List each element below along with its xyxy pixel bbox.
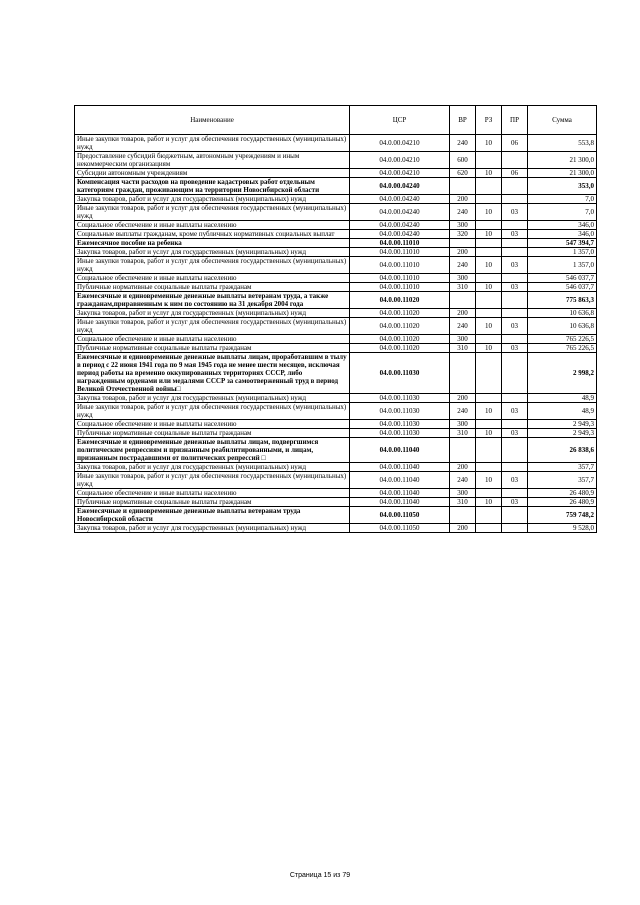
row-pr-cell — [502, 507, 528, 524]
row-vr-cell: 240 — [450, 403, 476, 420]
row-pr-cell: 03 — [502, 257, 528, 274]
row-csr-cell: 04.0.00.04210 — [350, 135, 450, 152]
row-vr-cell: 200 — [450, 248, 476, 257]
row-pr-cell — [502, 195, 528, 204]
row-name-cell: Публичные нормативные социальные выплаты гражданам — [75, 498, 350, 507]
header-pr: ПР — [502, 106, 528, 135]
row-pr-cell — [502, 274, 528, 283]
row-rz-cell: 10 — [476, 318, 502, 335]
row-name-cell: Компенсация части расходов на проведение кадастровых работ отдельным категориям граждан, проживающим на территории Новосибирской области — [75, 178, 350, 195]
table-row — [75, 438, 597, 463]
row-rz-cell: 10 — [476, 344, 502, 353]
row-csr-cell: 04.0.00.04210 — [350, 152, 450, 169]
row-rz-cell — [476, 438, 502, 463]
row-sum-cell: 546 037,7 — [528, 283, 597, 292]
row-pr-cell — [502, 239, 528, 248]
row-vr-cell — [450, 178, 476, 195]
table-header-row — [75, 106, 597, 135]
row-vr-cell: 200 — [450, 463, 476, 472]
table-row — [75, 309, 597, 318]
table-row — [75, 169, 597, 178]
row-csr-cell: 04.0.00.11040 — [350, 498, 450, 507]
row-csr-cell: 04.0.00.11010 — [350, 257, 450, 274]
row-sum-cell: 357,7 — [528, 472, 597, 489]
row-sum-cell: 7,0 — [528, 204, 597, 221]
row-pr-cell — [502, 524, 528, 533]
row-sum-cell: 357,7 — [528, 463, 597, 472]
row-name-cell: Ежемесячные и единовременные денежные выплаты лицам, подвергшимся политическим репрессиям и признанным реабилитированными, и лицам, признанным пострадавшими от политических репрессий □ — [75, 438, 350, 463]
row-name-cell: Публичные нормативные социальные выплаты гражданам — [75, 429, 350, 438]
row-rz-cell — [476, 178, 502, 195]
row-pr-cell — [502, 394, 528, 403]
table-row — [75, 230, 597, 239]
row-rz-cell — [476, 309, 502, 318]
row-csr-cell: 04.0.00.11040 — [350, 489, 450, 498]
row-sum-cell: 553,8 — [528, 135, 597, 152]
row-rz-cell: 10 — [476, 429, 502, 438]
row-vr-cell: 240 — [450, 257, 476, 274]
row-name-cell: Публичные нормативные социальные выплаты гражданам — [75, 283, 350, 292]
row-vr-cell: 300 — [450, 489, 476, 498]
row-name-cell: Публичные нормативные социальные выплаты гражданам — [75, 344, 350, 353]
row-name-cell: Иные закупки товаров, работ и услуг для обеспечения государственных (муниципальных) нужд — [75, 318, 350, 335]
row-vr-cell — [450, 438, 476, 463]
row-vr-cell: 300 — [450, 335, 476, 344]
row-csr-cell: 04.0.00.04240 — [350, 230, 450, 239]
row-rz-cell: 10 — [476, 403, 502, 420]
row-name-cell: Иные закупки товаров, работ и услуг для обеспечения государственных (муниципальных) нужд — [75, 204, 350, 221]
row-csr-cell: 04.0.00.04210 — [350, 169, 450, 178]
row-sum-cell: 546 037,7 — [528, 274, 597, 283]
header-rz: РЗ — [476, 106, 502, 135]
row-vr-cell: 200 — [450, 394, 476, 403]
row-csr-cell: 04.0.00.11010 — [350, 248, 450, 257]
row-vr-cell: 310 — [450, 429, 476, 438]
row-csr-cell: 04.0.00.11030 — [350, 394, 450, 403]
header-name: Наименование — [75, 106, 350, 135]
row-sum-cell: 48,9 — [528, 394, 597, 403]
row-csr-cell: 04.0.00.11020 — [350, 318, 450, 335]
row-pr-cell: 03 — [502, 204, 528, 221]
row-csr-cell: 04.0.00.11020 — [350, 344, 450, 353]
table-row — [75, 239, 597, 248]
row-vr-cell — [450, 239, 476, 248]
table-row — [75, 403, 597, 420]
row-rz-cell: 10 — [476, 498, 502, 507]
row-csr-cell: 04.0.00.04240 — [350, 178, 450, 195]
row-rz-cell: 10 — [476, 135, 502, 152]
table-row — [75, 274, 597, 283]
table-row — [75, 283, 597, 292]
row-sum-cell: 2 949,3 — [528, 420, 597, 429]
header-sum: Сумма — [528, 106, 597, 135]
row-csr-cell: 04.0.00.11040 — [350, 463, 450, 472]
row-name-cell: Социальное обеспечение и иные выплаты населению — [75, 335, 350, 344]
row-pr-cell: 03 — [502, 283, 528, 292]
row-vr-cell — [450, 292, 476, 309]
row-rz-cell — [476, 524, 502, 533]
row-rz-cell: 10 — [476, 169, 502, 178]
row-name-cell: Иные закупки товаров, работ и услуг для обеспечения государственных (муниципальных) нужд — [75, 472, 350, 489]
row-csr-cell: 04.0.00.04240 — [350, 195, 450, 204]
row-sum-cell: 775 863,3 — [528, 292, 597, 309]
row-vr-cell: 320 — [450, 230, 476, 239]
row-csr-cell: 04.0.00.11010 — [350, 239, 450, 248]
row-rz-cell — [476, 248, 502, 257]
row-pr-cell — [502, 248, 528, 257]
row-sum-cell: 1 357,0 — [528, 257, 597, 274]
row-vr-cell: 200 — [450, 195, 476, 204]
row-name-cell: Ежемесячное пособие на ребенка — [75, 239, 350, 248]
row-rz-cell — [476, 420, 502, 429]
row-vr-cell: 240 — [450, 472, 476, 489]
row-sum-cell: 9 528,0 — [528, 524, 597, 533]
row-name-cell: Социальное обеспечение и иные выплаты населению — [75, 221, 350, 230]
row-sum-cell: 26 480,9 — [528, 498, 597, 507]
row-name-cell: Ежемесячные и единовременные денежные выплаты ветеранам труда Новосибирской области — [75, 507, 350, 524]
row-vr-cell: 240 — [450, 318, 476, 335]
row-sum-cell: 10 636,8 — [528, 309, 597, 318]
row-name-cell: Закупка товаров, работ и услуг для государственных (муниципальных) нужд — [75, 524, 350, 533]
row-vr-cell: 300 — [450, 221, 476, 230]
row-sum-cell: 7,0 — [528, 195, 597, 204]
row-rz-cell — [476, 274, 502, 283]
row-vr-cell: 300 — [450, 274, 476, 283]
row-pr-cell — [502, 178, 528, 195]
table-row — [75, 489, 597, 498]
row-sum-cell: 21 300,0 — [528, 152, 597, 169]
table-row — [75, 498, 597, 507]
row-sum-cell: 21 300,0 — [528, 169, 597, 178]
row-name-cell: Закупка товаров, работ и услуг для государственных (муниципальных) нужд — [75, 463, 350, 472]
row-csr-cell: 04.0.00.11020 — [350, 335, 450, 344]
row-csr-cell: 04.0.00.11030 — [350, 403, 450, 420]
row-csr-cell: 04.0.00.11020 — [350, 292, 450, 309]
row-name-cell: Закупка товаров, работ и услуг для государственных (муниципальных) нужд — [75, 309, 350, 318]
row-rz-cell: 10 — [476, 257, 502, 274]
row-vr-cell: 310 — [450, 283, 476, 292]
row-csr-cell: 04.0.00.11030 — [350, 353, 450, 394]
row-rz-cell: 10 — [476, 204, 502, 221]
row-sum-cell: 26 838,6 — [528, 438, 597, 463]
page-footer: Страница 15 из 79 — [289, 872, 351, 879]
row-rz-cell — [476, 507, 502, 524]
row-rz-cell: 10 — [476, 283, 502, 292]
row-pr-cell: 03 — [502, 230, 528, 239]
row-name-cell: Субсидии автономным учреждениям — [75, 169, 350, 178]
row-sum-cell: 346,0 — [528, 230, 597, 239]
row-sum-cell: 547 394,7 — [528, 239, 597, 248]
row-name-cell: Закупка товаров, работ и услуг для государственных (муниципальных) нужд — [75, 248, 350, 257]
row-csr-cell: 04.0.00.04240 — [350, 204, 450, 221]
row-csr-cell: 04.0.00.04240 — [350, 221, 450, 230]
row-pr-cell — [502, 309, 528, 318]
row-name-cell: Социальное обеспечение и иные выплаты населению — [75, 420, 350, 429]
table-row — [75, 318, 597, 335]
row-sum-cell: 353,0 — [528, 178, 597, 195]
row-rz-cell — [476, 221, 502, 230]
row-vr-cell: 620 — [450, 169, 476, 178]
header-vr: ВР — [450, 106, 476, 135]
row-name-cell: Иные закупки товаров, работ и услуг для обеспечения государственных (муниципальных) нужд — [75, 257, 350, 274]
row-rz-cell: 10 — [476, 230, 502, 239]
table-row — [75, 394, 597, 403]
row-rz-cell — [476, 394, 502, 403]
row-name-cell: Социальные выплаты гражданам, кроме публичных нормативных социальных выплат — [75, 230, 350, 239]
row-pr-cell: 06 — [502, 169, 528, 178]
row-rz-cell — [476, 152, 502, 169]
row-vr-cell: 240 — [450, 135, 476, 152]
table-row — [75, 463, 597, 472]
table-row — [75, 152, 597, 169]
row-name-cell: Предоставление субсидий бюджетным, автономным учреждениям и иным некоммерческим организациям — [75, 152, 350, 169]
row-csr-cell: 04.0.00.11040 — [350, 438, 450, 463]
row-pr-cell: 06 — [502, 135, 528, 152]
row-pr-cell — [502, 152, 528, 169]
row-pr-cell: 03 — [502, 344, 528, 353]
row-name-cell: Социальное обеспечение и иные выплаты населению — [75, 489, 350, 498]
row-sum-cell: 26 480,9 — [528, 489, 597, 498]
row-vr-cell: 200 — [450, 524, 476, 533]
table-row — [75, 420, 597, 429]
row-sum-cell: 759 748,2 — [528, 507, 597, 524]
row-vr-cell: 200 — [450, 309, 476, 318]
row-csr-cell: 04.0.00.11030 — [350, 420, 450, 429]
row-pr-cell — [502, 221, 528, 230]
row-pr-cell — [502, 463, 528, 472]
row-pr-cell — [502, 420, 528, 429]
row-pr-cell: 03 — [502, 498, 528, 507]
table-row — [75, 524, 597, 533]
row-name-cell: Иные закупки товаров, работ и услуг для обеспечения государственных (муниципальных) нужд — [75, 135, 350, 152]
table-row — [75, 344, 597, 353]
row-name-cell: Ежемесячные и единовременные денежные выплаты лицам, проработавшим в тылу в период с 22 июня 1941 года по 9 мая 1945 года не менее шести месяцев, исключая период работы на временно оккупированных территориях СССР, либо награжденным орденами или медалями СССР за самоотверженный труд в период Великой Отечественной войны□ — [75, 353, 350, 394]
row-csr-cell: 04.0.00.11010 — [350, 274, 450, 283]
table-row — [75, 221, 597, 230]
row-rz-cell — [476, 195, 502, 204]
row-sum-cell: 765 226,5 — [528, 335, 597, 344]
row-sum-cell: 2 949,3 — [528, 429, 597, 438]
table-row — [75, 195, 597, 204]
row-pr-cell — [502, 438, 528, 463]
table-row — [75, 429, 597, 438]
row-rz-cell — [476, 292, 502, 309]
row-vr-cell — [450, 353, 476, 394]
row-pr-cell: 03 — [502, 403, 528, 420]
table-row — [75, 335, 597, 344]
table-row — [75, 472, 597, 489]
row-name-cell: Закупка товаров, работ и услуг для государственных (муниципальных) нужд — [75, 195, 350, 204]
row-rz-cell — [476, 239, 502, 248]
row-sum-cell: 2 998,2 — [528, 353, 597, 394]
row-pr-cell — [502, 353, 528, 394]
row-rz-cell — [476, 463, 502, 472]
row-name-cell: Ежемесячные и единовременные денежные выплаты ветеранам труда, а также гражданам,приравненным к ним по состоянию на 31 декабря 2004 года — [75, 292, 350, 309]
table-row — [75, 507, 597, 524]
row-rz-cell: 10 — [476, 472, 502, 489]
row-rz-cell — [476, 353, 502, 394]
row-vr-cell — [450, 507, 476, 524]
table-row — [75, 135, 597, 152]
row-csr-cell: 04.0.00.11030 — [350, 429, 450, 438]
row-csr-cell: 04.0.00.11050 — [350, 507, 450, 524]
row-pr-cell — [502, 335, 528, 344]
row-sum-cell: 10 636,8 — [528, 318, 597, 335]
row-name-cell: Иные закупки товаров, работ и услуг для обеспечения государственных (муниципальных) нужд — [75, 403, 350, 420]
row-csr-cell: 04.0.00.11040 — [350, 472, 450, 489]
row-name-cell: Закупка товаров, работ и услуг для государственных (муниципальных) нужд — [75, 394, 350, 403]
row-pr-cell — [502, 489, 528, 498]
table-row — [75, 257, 597, 274]
row-sum-cell: 1 357,0 — [528, 248, 597, 257]
row-csr-cell: 04.0.00.11020 — [350, 309, 450, 318]
table-row — [75, 353, 597, 394]
row-pr-cell: 03 — [502, 472, 528, 489]
row-sum-cell: 346,0 — [528, 221, 597, 230]
row-rz-cell — [476, 335, 502, 344]
header-csr: ЦСР — [350, 106, 450, 135]
row-sum-cell: 48,9 — [528, 403, 597, 420]
table-row — [75, 178, 597, 195]
row-vr-cell: 240 — [450, 204, 476, 221]
row-vr-cell: 310 — [450, 344, 476, 353]
row-vr-cell: 600 — [450, 152, 476, 169]
table-body — [75, 135, 597, 533]
row-pr-cell: 03 — [502, 318, 528, 335]
budget-table — [74, 105, 597, 533]
row-csr-cell: 04.0.00.11050 — [350, 524, 450, 533]
row-rz-cell — [476, 489, 502, 498]
row-vr-cell: 300 — [450, 420, 476, 429]
row-pr-cell — [502, 292, 528, 309]
row-csr-cell: 04.0.00.11010 — [350, 283, 450, 292]
row-vr-cell: 310 — [450, 498, 476, 507]
row-pr-cell: 03 — [502, 429, 528, 438]
table-row — [75, 292, 597, 309]
row-name-cell: Социальное обеспечение и иные выплаты населению — [75, 274, 350, 283]
table-row — [75, 248, 597, 257]
table-row — [75, 204, 597, 221]
row-sum-cell: 765 226,5 — [528, 344, 597, 353]
